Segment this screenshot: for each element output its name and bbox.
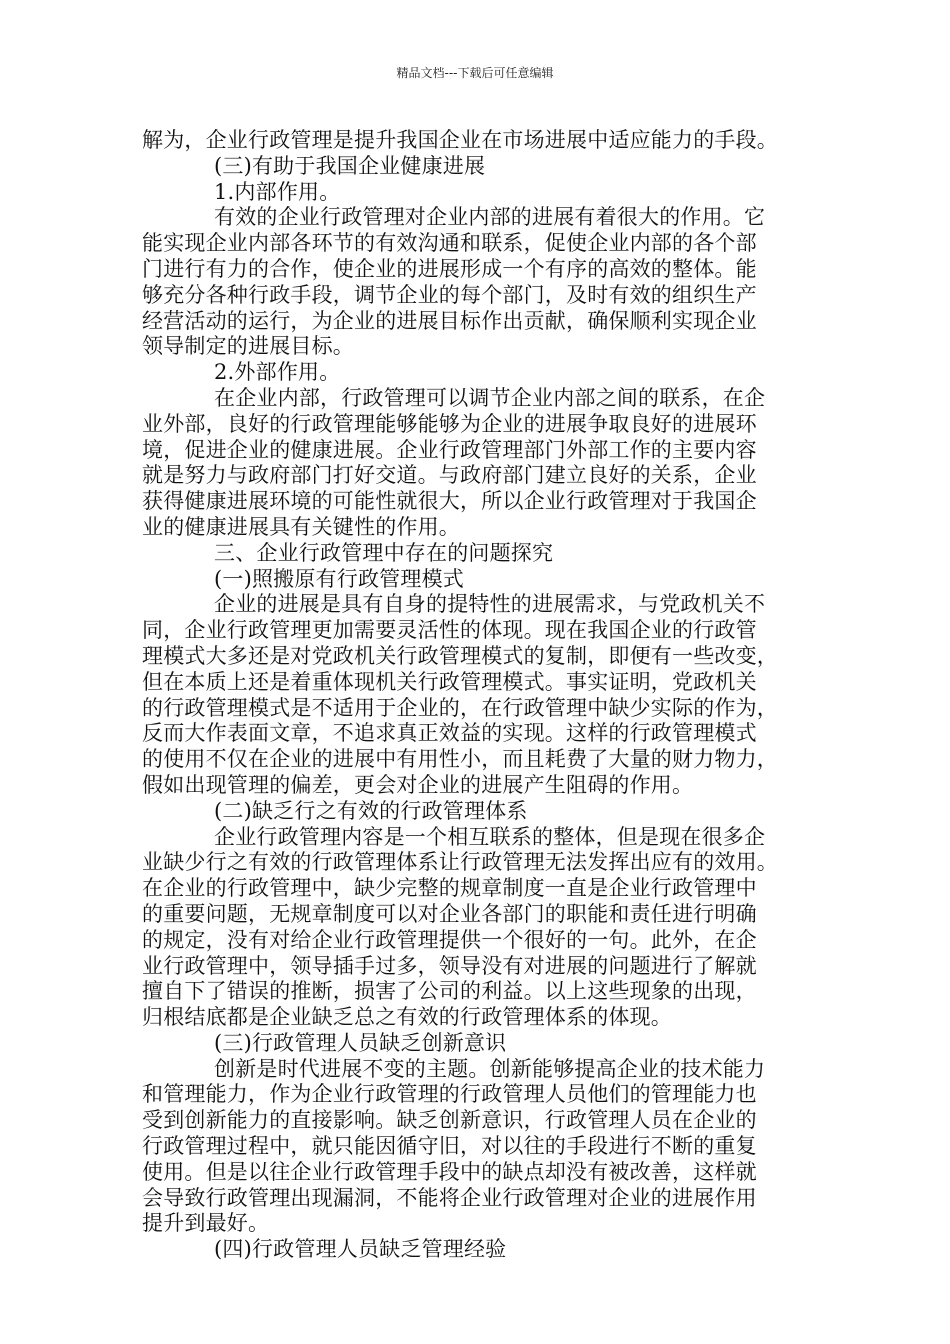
- text-line: 有效的企业行政管理对企业内部的进展有着很大的作用。它: [214, 205, 766, 230]
- text-line: 创新是时代进展不变的主题。创新能够提高企业的技术能力: [214, 1056, 766, 1081]
- text-line: 的使用不仅在企业的进展中有用性小，而且耗费了大量的财力物力，: [142, 747, 778, 772]
- text-line: 但在本质上还是着重体现机关行政管理模式。事实证明，党政机关: [142, 669, 757, 694]
- text-line: 就是努力与政府部门打好交道。与政府部门建立良好的关系，企业: [142, 463, 757, 488]
- section-heading-line: 2.外部作用。: [214, 360, 341, 385]
- section-heading-line: 三、企业行政管理中存在的问题探究: [214, 540, 554, 565]
- document-body: [142, 128, 814, 1263]
- section-heading-line: (二)缺乏行之有效的行政管理体系: [214, 798, 528, 823]
- section-heading-line: (四)行政管理人员缺乏管理经验: [214, 1237, 507, 1262]
- text-line: 在企业内部，行政管理可以调节企业内部之间的联系，在企: [214, 385, 766, 410]
- section-heading-line: 1.内部作用。: [214, 179, 341, 204]
- text-line: 在企业的行政管理中，缺少完整的规章制度一直是企业行政管理中: [142, 876, 757, 901]
- section-heading-line: (三)有助于我国企业健康进展: [214, 153, 486, 178]
- text-line: 门进行有力的合作，使企业的进展形成一个有序的高效的整体。能: [142, 256, 757, 281]
- text-line: 理模式大多还是对党政机关行政管理模式的复制，即便有一些改变，: [142, 643, 778, 668]
- text-line: 的重要问题，无规章制度可以对企业各部门的职能和责任进行明确: [142, 901, 757, 926]
- text-line: 能实现企业内部各环节的有效沟通和联系，促使企业内部的各个部: [142, 231, 757, 256]
- text-line: 够充分各种行政手段，调节企业的每个部门，及时有效的组织生产: [142, 282, 757, 307]
- text-line: 业行政管理中，领导插手过多，领导没有对进展的问题进行了解就: [142, 953, 757, 978]
- text-line: 会导致行政管理出现漏洞，不能将企业行政管理对企业的进展作用: [142, 1185, 757, 1210]
- text-line: 归根结底都是企业缺乏总之有效的行政管理体系的体现。: [142, 1005, 672, 1030]
- text-line: 经营活动的运行，为企业的进展目标作出贡献，确保顺利实现企业: [142, 308, 757, 333]
- text-line: 擅自下了错误的推断，损害了公司的利益。以上这些现象的出现，: [142, 979, 757, 1004]
- text-line: 的行政管理模式是不适用于企业的，在行政管理中缺少实际的作为，: [142, 695, 778, 720]
- text-line: 境，促进企业的健康进展。企业行政管理部门外部工作的主要内容: [142, 437, 757, 462]
- text-line: 受到创新能力的直接影响。缺乏创新意识，行政管理人员在企业的: [142, 1108, 757, 1133]
- text-line: 提升到最好。: [142, 1211, 270, 1236]
- text-line: 获得健康进展环境的可能性就很大，所以企业行政管理对于我国企: [142, 489, 757, 514]
- text-line: 企业行政管理内容是一个相互联系的整体，但是现在很多企: [214, 824, 766, 849]
- text-line: 的规定，没有对给企业行政管理提供一个很好的一句。此外，在企: [142, 927, 757, 952]
- text-line: 领导制定的进展目标。: [142, 334, 354, 359]
- text-line: 行政管理过程中，就只能因循守旧，对以往的手段进行不断的重复: [142, 1134, 757, 1159]
- text-line: 使用。但是以往企业行政管理手段中的缺点却没有被改善，这样就: [142, 1159, 757, 1184]
- text-line: 假如出现管理的偏差，更会对企业的进展产生阻碍的作用。: [142, 772, 694, 797]
- text-line: 同，企业行政管理更加需要灵活性的体现。现在我国企业的行政管: [142, 618, 757, 643]
- text-line: 业外部，良好的行政管理能够能够为企业的进展争取良好的进展环: [142, 411, 757, 436]
- page-header: 精品文档---下载后可任意编辑: [396, 66, 554, 80]
- text-line: 业的健康进展具有关键性的作用。: [142, 514, 460, 539]
- text-line: 反而大作表面文章，不追求真正效益的实现。这样的行政管理模式: [142, 721, 757, 746]
- text-line: 企业的进展是具有自身的提特性的进展需求，与党政机关不: [214, 592, 766, 617]
- text-line: 和管理能力，作为企业行政管理的行政管理人员他们的管理能力也: [142, 1082, 757, 1107]
- section-heading-line: (一)照搬原有行政管理模式: [214, 566, 464, 591]
- section-heading-line: (三)行政管理人员缺乏创新意识: [214, 1030, 507, 1055]
- text-line: 解为，企业行政管理是提升我国企业在市场进展中适应能力的手段。: [142, 128, 778, 152]
- text-line: 业缺少行之有效的行政管理体系让行政管理无法发挥出应有的效用。: [142, 850, 778, 875]
